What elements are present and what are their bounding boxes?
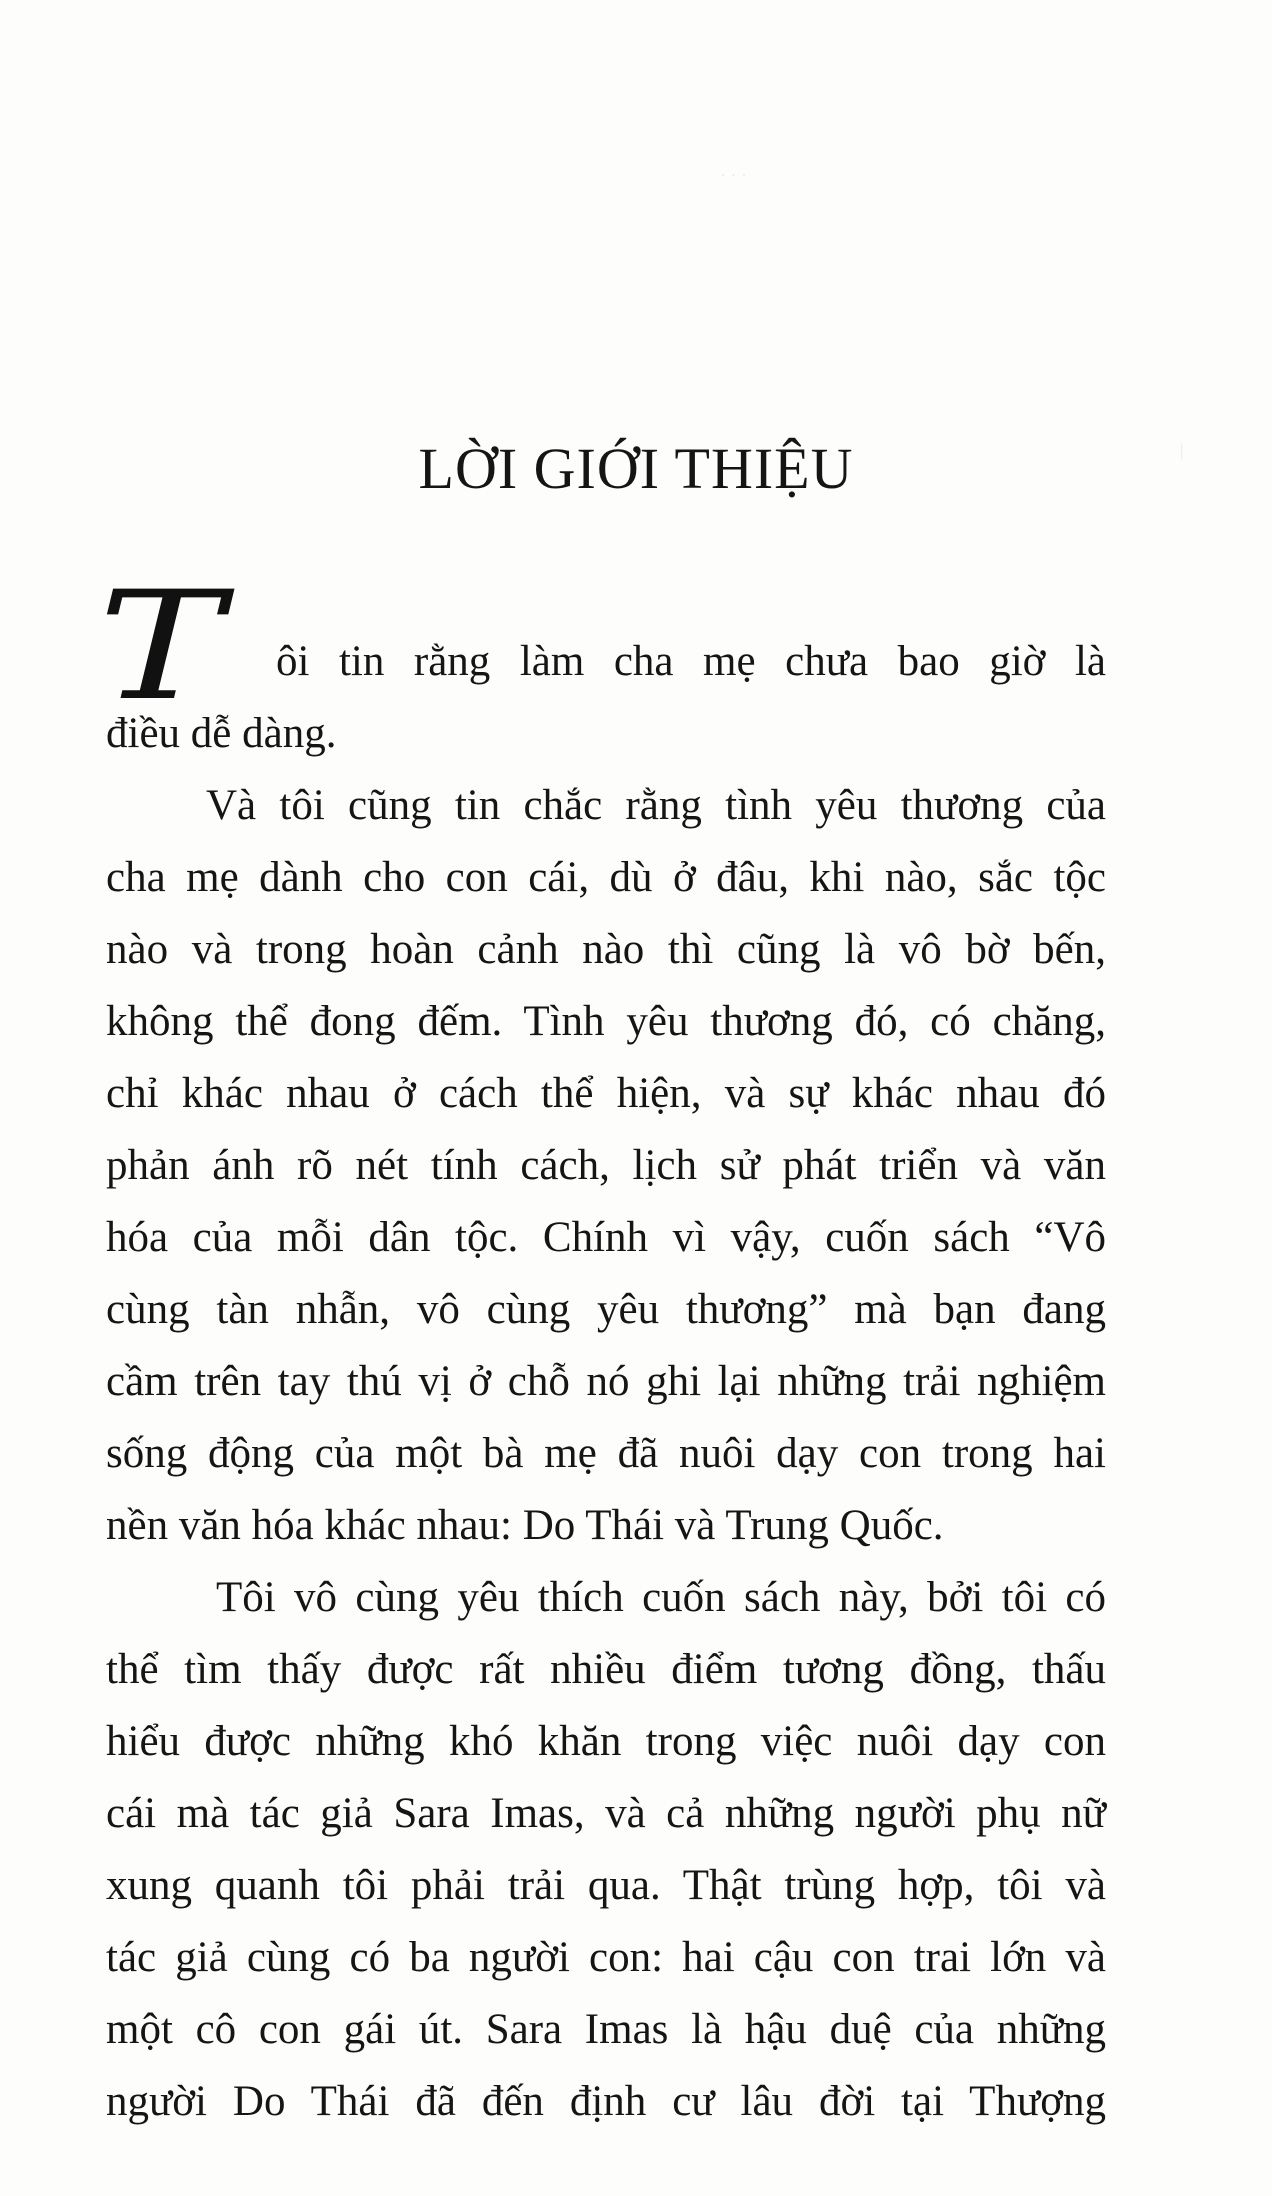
text-line: chỉ khác nhau ở cách thể hiện, và sự khác nhau đó	[106, 1070, 1106, 1117]
text-line: cầm trên tay thú vị ở chỗ nó ghi lại những trải nghiệm	[106, 1358, 1106, 1405]
bleed-through-mark: |	[1180, 440, 1184, 460]
text-line: cái mà tác giả Sara Imas, và cả những người phụ nữ	[106, 1790, 1106, 1837]
text-line: không thể đong đếm. Tình yêu thương đó, có chăng,	[106, 998, 1106, 1045]
text-line: điều dễ dàng.	[106, 710, 337, 757]
text-line: tác giả cùng có ba người con: hai cậu con trai lớn và	[106, 1934, 1106, 1981]
text-line: nào và trong hoàn cảnh nào thì cũng là vô bờ bến,	[106, 926, 1106, 973]
text-line: Tôi vô cùng yêu thích cuốn sách này, bởi tôi có	[216, 1574, 1106, 1621]
text-line: ôi tin rằng làm cha mẹ chưa bao giờ là	[276, 638, 1106, 685]
text-line: sống động của một bà mẹ đã nuôi dạy con trong hai	[106, 1430, 1106, 1477]
bleed-through-mark: · · ·	[720, 165, 747, 185]
text-line: nền văn hóa khác nhau: Do Thái và Trung Quốc.	[106, 1502, 944, 1549]
text-line: phản ánh rõ nét tính cách, lịch sử phát triển và văn	[106, 1142, 1106, 1189]
chapter-title: LỜI GIỚI THIỆU	[418, 436, 854, 501]
text-line: người Do Thái đã đến định cư lâu đời tại Thượng	[106, 2078, 1106, 2125]
text-line: cha mẹ dành cho con cái, dù ở đâu, khi nào, sắc tộc	[106, 854, 1106, 901]
text-line: cùng tàn nhẫn, vô cùng yêu thương” mà bạn đang	[106, 1286, 1106, 1333]
text-line: một cô con gái út. Sara Imas là hậu duệ của những	[106, 2006, 1106, 2053]
text-line: hiểu được những khó khăn trong việc nuôi dạy con	[106, 1718, 1106, 1765]
text-line: xung quanh tôi phải trải qua. Thật trùng hợp, tôi và	[106, 1862, 1106, 1909]
text-line: thể tìm thấy được rất nhiều điểm tương đồng, thấu	[106, 1646, 1106, 1693]
text-line: Và tôi cũng tin chắc rằng tình yêu thương của	[206, 782, 1106, 829]
text-line: hóa của mỗi dân tộc. Chính vì vậy, cuốn sách “Vô	[106, 1214, 1106, 1261]
drop-cap-letter: T	[98, 560, 224, 734]
